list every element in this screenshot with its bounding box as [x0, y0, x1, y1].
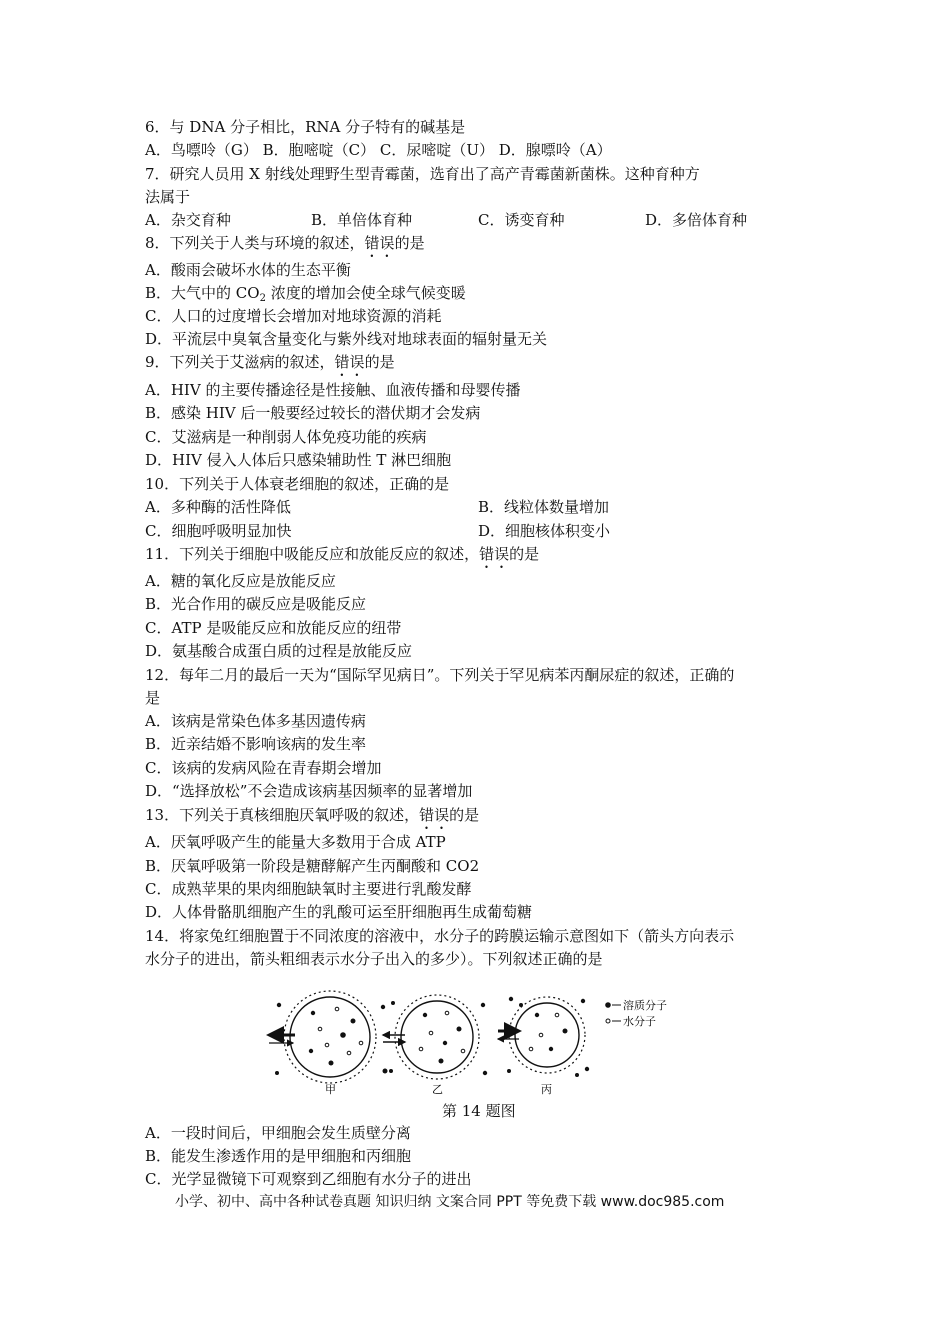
q9-option-d: D．HIV 侵入人体后只感染辅助性 T 淋巴细胞 — [145, 451, 452, 469]
label-bing: 丙 — [541, 1083, 552, 1095]
q13-stem: 13．下列关于真核细胞厌氧呼吸的叙述，错误的是 — [145, 806, 480, 824]
q8-option-a: A．酸雨会破坏水体的生态平衡 — [145, 261, 351, 279]
q9-option-b: B．感染 HIV 后一般要经过较长的潜伏期才会发病 — [145, 404, 481, 422]
q14-stem-line1: 14．将家兔红细胞置于不同浓度的溶液中，水分子的跨膜运输示意图如下（箭头方向表示 — [145, 927, 735, 945]
figure-caption: 第 14 题图 — [442, 1102, 516, 1120]
q10-stem: 10．下列关于人体衰老细胞的叙述，正确的是 — [145, 475, 450, 493]
q7-stem-line1: 7．研究人员用 X 射线处理野生型青霉菌，选育出了高产青霉菌新菌株。这种育种方 — [145, 165, 700, 183]
q8-emphasis: 错误 — [364, 234, 395, 252]
q10-option-c: C．细胞呼吸明显加快 — [145, 522, 292, 540]
q13-option-b: B．厌氧呼吸第一阶段是糖酵解产生丙酮酸和 CO2 — [145, 857, 480, 875]
q6-options: A．鸟嘌呤（G） B．胞嘧啶（C） C．尿嘧啶（U） D．腺嘌呤（A） — [145, 141, 612, 159]
q14-cell-diagram — [265, 985, 705, 1095]
q7-option-b: B．单倍体育种 — [311, 211, 413, 229]
q13-option-d: D．人体骨骼肌细胞产生的乳酸可运至肝细胞再生成葡萄糖 — [145, 903, 533, 921]
q11-option-a: A．糖的氧化反应是放能反应 — [145, 572, 336, 590]
q9-option-c: C．艾滋病是一种削弱人体免疫功能的疾病 — [145, 428, 427, 446]
q8-option-d: D．平流层中臭氧含量变化与紫外线对地球表面的辐射量无关 — [145, 330, 548, 348]
cell-yi — [383, 995, 487, 1095]
label-yi: 乙 — [432, 1083, 443, 1095]
q14-stem-line2: 水分子的进出，箭头粗细表示水分子出入的多少）。下列叙述正确的是 — [145, 950, 603, 968]
q11-option-b: B．光合作用的碳反应是吸能反应 — [145, 595, 367, 613]
q11-option-d: D．氨基酸合成蛋白质的过程是放能反应 — [145, 642, 413, 660]
q11-option-c: C．ATP 是吸能反应和放能反应的纽带 — [145, 619, 402, 637]
legend-water: 水分子 — [623, 1015, 656, 1028]
q9-option-a: A．HIV 的主要传播途径是性接触、血液传播和母婴传播 — [145, 381, 521, 399]
q13-option-a: A．厌氧呼吸产生的能量大多数用于合成 ATP — [145, 833, 446, 851]
q12-option-c: C．该病的发病风险在青春期会增加 — [145, 759, 382, 777]
q12-option-a: A．该病是常染色体多基因遗传病 — [145, 712, 366, 730]
q6-stem: 6．与 DNA 分子相比，RNA 分子特有的碱基是 — [145, 118, 466, 136]
q9-stem: 9．下列关于艾滋病的叙述，错误的是 — [145, 353, 395, 371]
label-jia: 甲 — [325, 1083, 336, 1095]
q14-option-a: A．一段时间后，甲细胞会发生质壁分离 — [145, 1124, 411, 1142]
q7-option-d: D．多倍体育种 — [645, 211, 748, 229]
q12-stem-line2: 是 — [145, 689, 161, 707]
q11-emphasis: 错误 — [479, 545, 510, 563]
q10-option-d: D．细胞核体积变小 — [478, 522, 611, 540]
q14-option-c: C．光学显微镜下可观察到乙细胞有水分子的进出 — [145, 1170, 472, 1188]
q7-option-c: C．诱变育种 — [478, 211, 565, 229]
cell-jia — [269, 991, 388, 1095]
page-footer: 小学、初中、高中各种试卷真题 知识归纳 文案合同 PPT 等免费下载 www.doc985.com — [175, 1194, 725, 1210]
cell-bing — [498, 997, 589, 1095]
q10-option-a: A．多种酶的活性降低 — [145, 498, 291, 516]
q9-emphasis: 错误 — [334, 353, 365, 371]
q12-option-b: B．近亲结婚不影响该病的发生率 — [145, 735, 367, 753]
q13-emphasis: 错误 — [419, 806, 450, 824]
q11-stem: 11．下列关于细胞中吸能反应和放能反应的叙述，错误的是 — [145, 545, 540, 563]
figure-legend — [605, 998, 667, 1028]
q14-option-b: B．能发生渗透作用的是甲细胞和丙细胞 — [145, 1147, 412, 1165]
q13-option-c: C．成熟苹果的果肉细胞缺氧时主要进行乳酸发酵 — [145, 880, 472, 898]
legend-solute: 溶质分子 — [623, 999, 667, 1012]
q7-option-a: A．杂交育种 — [145, 211, 231, 229]
q12-option-d: D．“选择放松”不会造成该病基因频率的显著增加 — [145, 782, 473, 800]
q10-option-b: B．线粒体数量增加 — [478, 498, 610, 516]
q8-option-c: C．人口的过度增长会增加对地球资源的消耗 — [145, 307, 442, 325]
q12-stem-line1: 12．每年二月的最后一天为“国际罕见病日”。下列关于罕见病苯丙酮尿症的叙述，正确的 — [145, 666, 735, 684]
q8-option-b: B．大气中的 $CO_2$ 浓度的增加会使全球气候变暖 — [145, 284, 466, 304]
q8-stem: 8．下列关于人类与环境的叙述，错误的是 — [145, 234, 425, 252]
q7-stem-line2: 法属于 — [145, 188, 191, 206]
